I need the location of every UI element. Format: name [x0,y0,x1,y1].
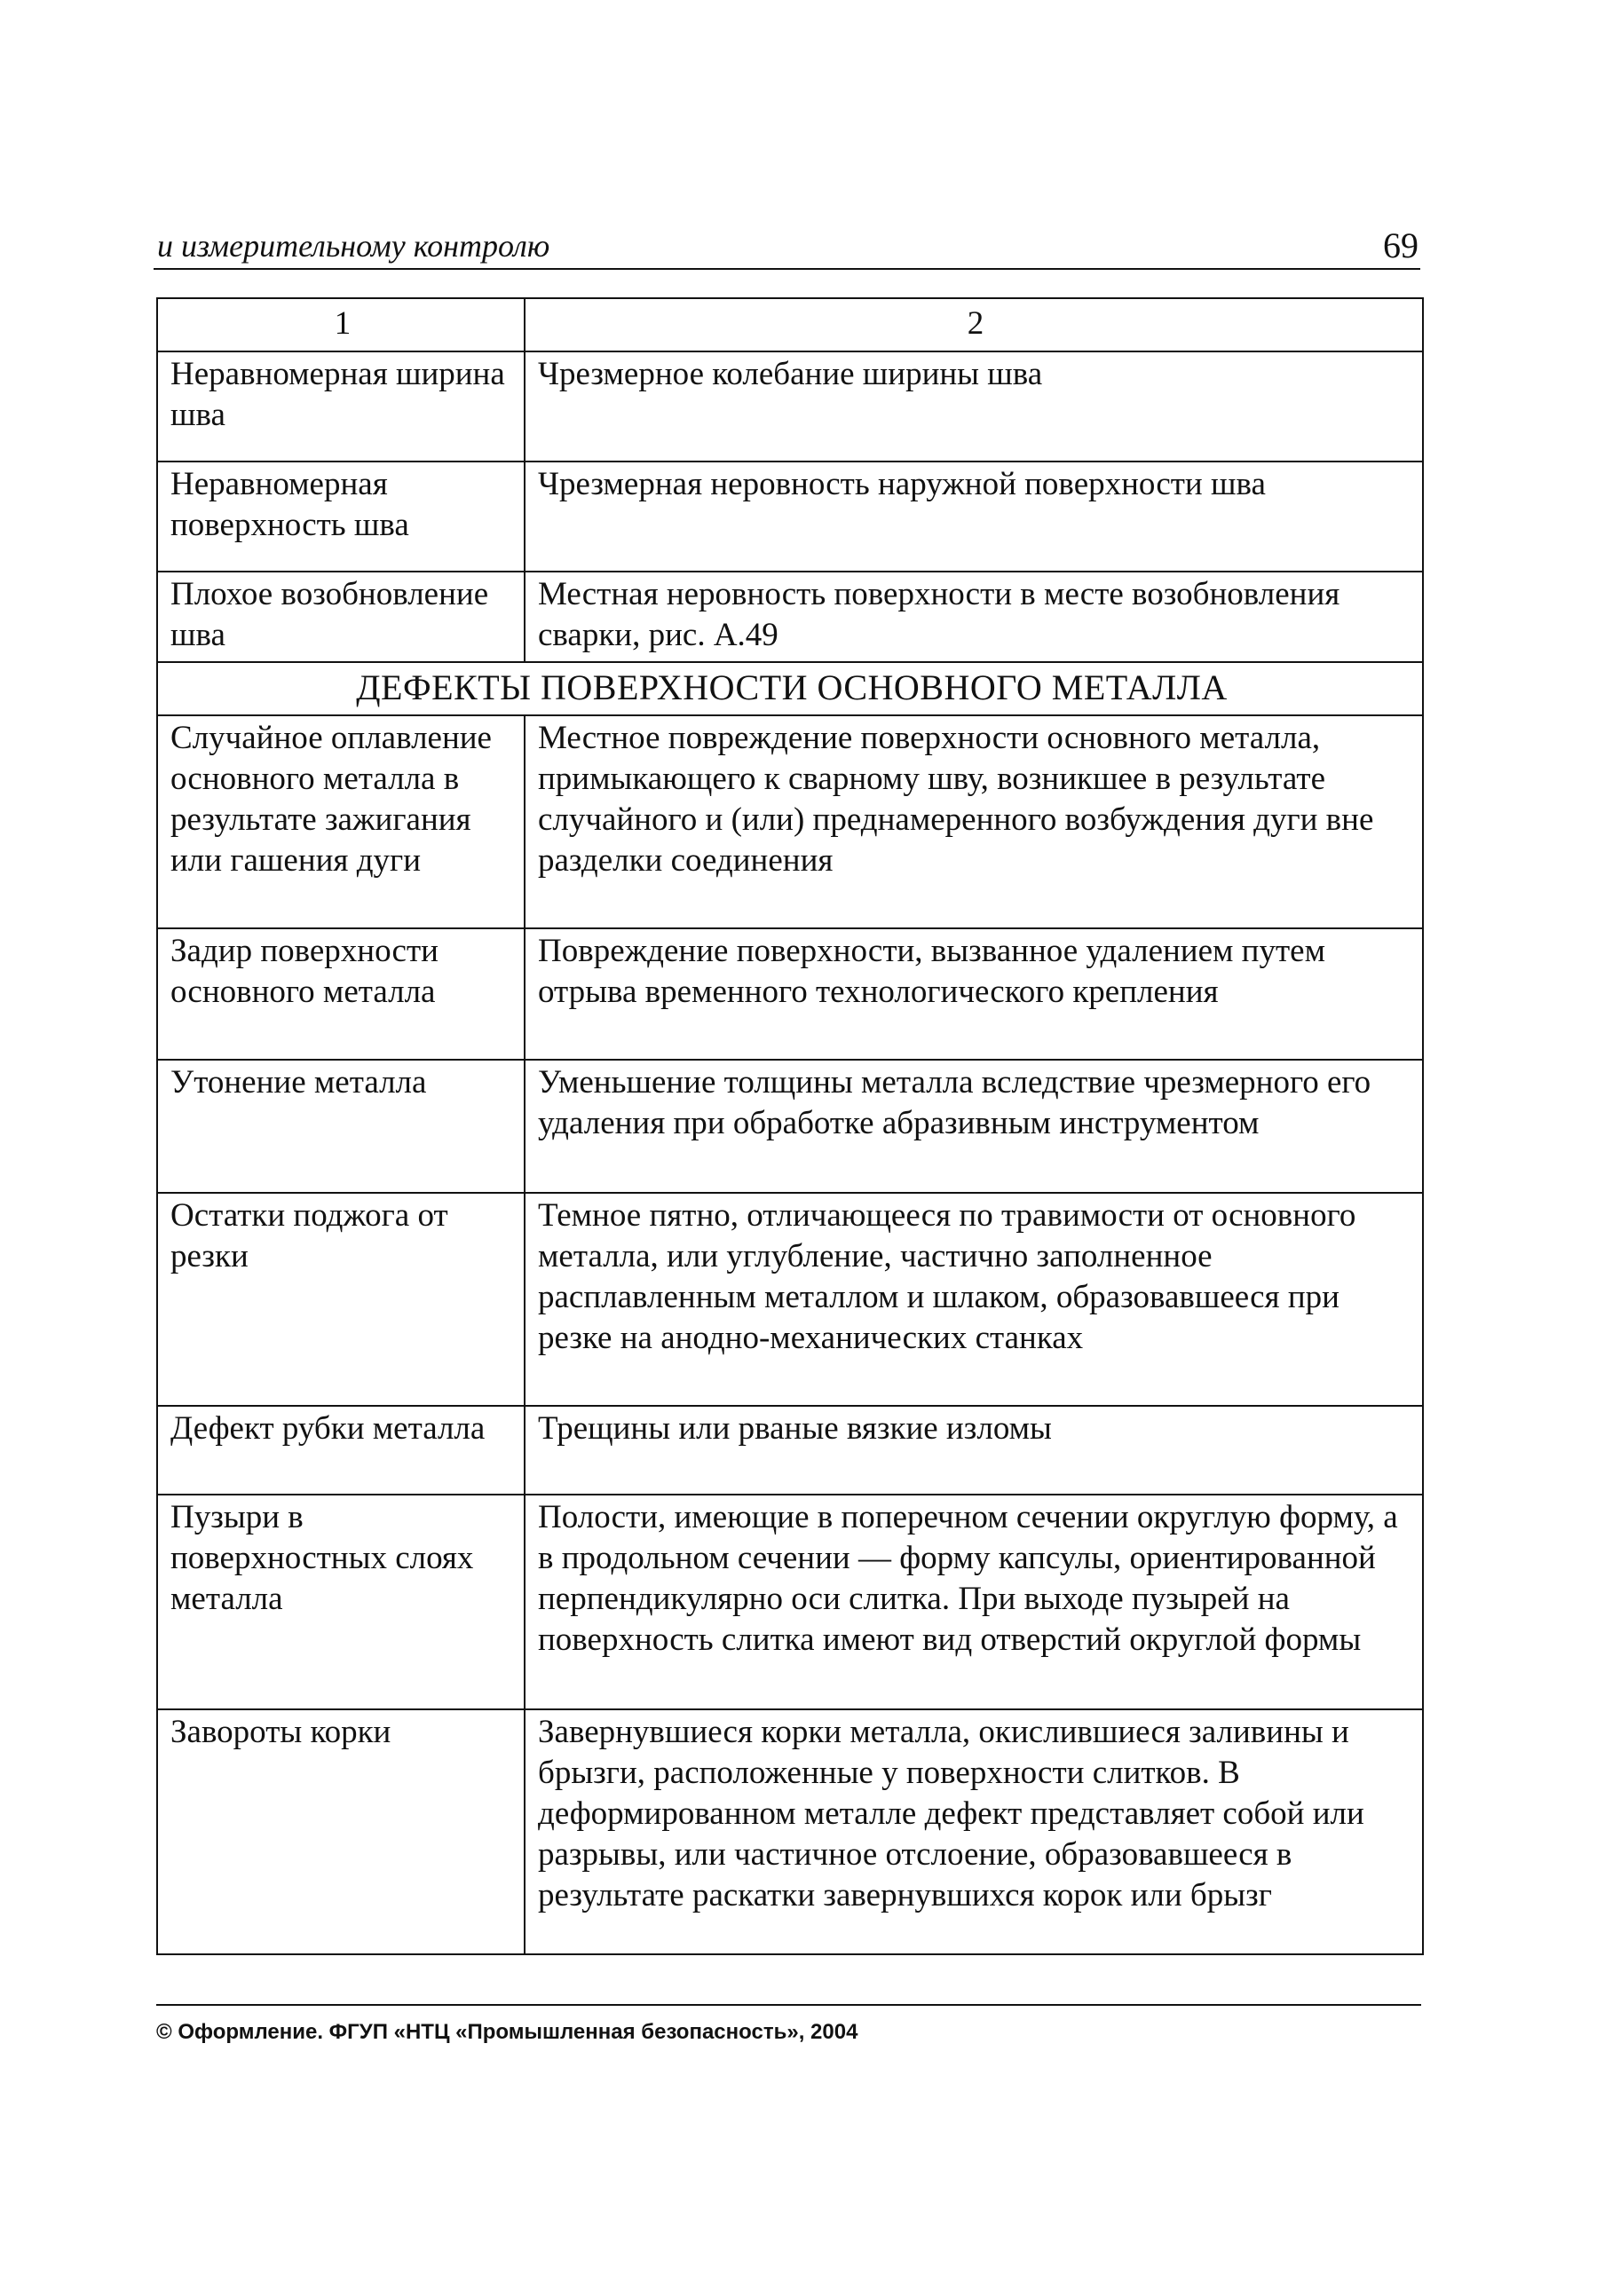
column-number-row [157,298,1423,351]
defect-name: Пузыри в поверхностных слоях металла [157,1495,525,1709]
defect-name: Неравномерная ширина шва [157,351,525,462]
page-footer [156,2004,1421,2045]
defect-description: Чрезмерная неровность наружной поверхности шва [525,462,1423,572]
running-title: и измерительному контролю [157,228,550,264]
column-number-2: 2 [525,298,1423,351]
footer-rule [156,2004,1421,2006]
section-heading: ДЕФЕКТЫ ПОВЕРХНОСТИ ОСНОВНОГО МЕТАЛЛА [157,662,1423,715]
table-row [157,572,1423,662]
section-heading-row [157,662,1423,715]
page-header [154,220,1420,270]
table-row [157,351,1423,462]
copyright-notice: © Оформление. ФГУП «НТЦ «Промышленная безопасность», 2004 [156,2020,858,2044]
defect-description: Завернувшиеся корки металла, окислившиеся заливины и брызги, расположенные у поверхности слитков. В деформированном металле дефект представляет собой или разрывы, или частичное отслоение, образовавшееся в результате раскатки завернувшихся корок или брызг [525,1709,1423,1954]
table-row [157,462,1423,572]
defect-name: Неравномерная поверхность шва [157,462,525,572]
table-row [157,1193,1423,1406]
table-row [157,1495,1423,1709]
defect-name: Плохое возобновление шва [157,572,525,662]
defect-name: Утонение металла [157,1060,525,1193]
defect-description: Чрезмерное колебание ширины шва [525,351,1423,462]
defect-description: Местная неровность поверхности в месте возобновления сварки, рис. А.49 [525,572,1423,662]
defects-table [156,297,1424,1955]
page-number: 69 [1383,225,1418,265]
table-row [157,928,1423,1060]
defect-description: Местное повреждение поверхности основного металла, примыкающего к сварному шву, возникшее в результате случайного и (или) преднамеренного возбуждения дуги вне разделки соединения [525,715,1423,928]
table-row [157,1060,1423,1193]
defect-description: Темное пятно, отличающееся по травимости от основного металла, или углубление, частично заполненное расплавленным металлом и шлаком, образовавшееся при резке на анодно-механических станках [525,1193,1423,1406]
header-rule [154,268,1420,270]
defect-name: Дефект рубки металла [157,1406,525,1495]
defect-name: Завороты корки [157,1709,525,1954]
defect-name: Случайное оплавление основного металла в результате зажигания или гашения дуги [157,715,525,928]
defect-description: Уменьшение толщины металла вследствие чрезмерного его удаления при обработке абразивным инструментом [525,1060,1423,1193]
defect-name: Задир поверхности основного металла [157,928,525,1060]
column-number-1: 1 [157,298,525,351]
table-row [157,1709,1423,1954]
defect-name: Остатки поджога от резки [157,1193,525,1406]
defect-description: Повреждение поверхности, вызванное удалением путем отрыва временного технологического крепления [525,928,1423,1060]
defect-description: Трещины или рваные вязкие изломы [525,1406,1423,1495]
defect-description: Полости, имеющие в поперечном сечении округлую форму, а в продольном сечении — форму капсулы, ориентированной перпендикулярно оси слитка. При выходе пузырей на поверхность слитка имеют вид отверстий округлой формы [525,1495,1423,1709]
table-row [157,715,1423,928]
table-row [157,1406,1423,1495]
